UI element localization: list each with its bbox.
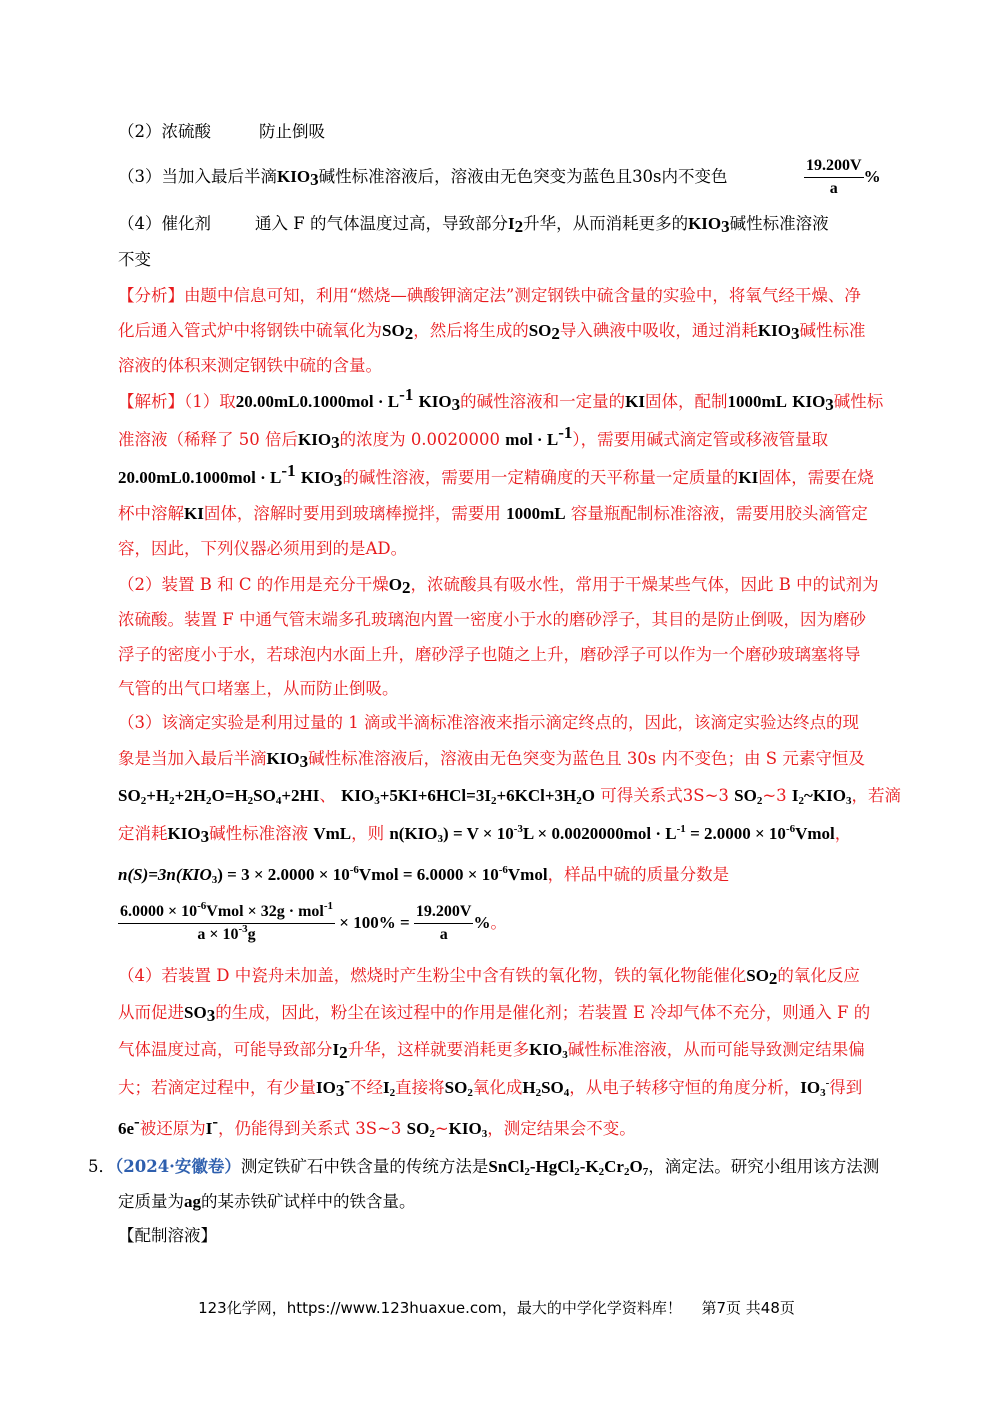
analysis-line-1: 【分析】由题中信息可知，利用“燃烧—碘酸钾滴定法”测定钢铁中硫含量的实验中，将氧气经干燥、净 — [118, 286, 861, 305]
solution-p4-line-2: 从而促进$SO_3$的生成，因此，粉尘在该过程中的作用是催化剂；若装置 E 冷却气体不充分，则通入 F 的 — [118, 1003, 871, 1025]
page-footer — [0, 1297, 993, 1318]
answer-4-cont: 不变 — [118, 250, 151, 269]
analysis-line-2: 化后通入管式炉中将钢铁中硫氧化为$SO_2$，然后将生成的$SO_2$导入碘液中吸收，通过消耗$KIO_3$碱性标准 — [118, 321, 866, 343]
analysis-line-3: 溶液的体积来测定钢铁中硫的含量。 — [118, 356, 382, 375]
answer-3: （3）当加入最后半滴$KIO_3$碱性标准溶液后，溶液由无色突变为蓝色且30s内不变色 — [118, 167, 728, 189]
answer-4: （4）催化剂 通入 F 的气体温度过高，导致部分$I_2$升华，从而消耗更多的$KIO_3$碱性标准溶液 — [118, 214, 829, 236]
solution-p4-line-3: 气体温度过高，可能导致部分$I_2$升华，这样就要消耗更多$KIO_3$碱性标准溶液，从而可能导致测定结果偏 — [118, 1040, 865, 1062]
solution-p1-line-5: 容，因此，下列仪器必须用到的是AD。 — [118, 539, 408, 558]
answer-2: （2）浓硫酸 防止倒吸 — [118, 122, 325, 141]
solution-p2-line-1: （2）装置 B 和 C 的作用是充分干燥$O_2$，浓硫酸具有吸水性，常用于干燥某些气体，因此 B 中的试剂为 — [118, 575, 879, 597]
solution-p4-line-4: 大；若滴定过程中，有少量$IO_3^-$不经$I_2$直接将$SO_2$氧化成$H_2SO_4$，从电子转移守恒的角度分析，$IO_3^-$得到 — [118, 1071, 863, 1100]
solution-p2-line-2: 浓硫酸。装置 F 中通气管末端多孔玻璃泡内置一密度小于水的磨砂浮子，其目的是防止倒吸，因为磨砂 — [118, 610, 866, 629]
solution-p1-line-3: $20.00mL0.1000mol \cdot L^{-1}$ $KIO_3$的碱性溶液，需要用一定精确度的天平称量一定质量的KI固体，需要在烧 — [118, 461, 874, 490]
solution-p1-line-2: 准溶液（稀释了 50 倍后$KIO_3$的浓度为 0.0020000 mol · $L^{-1}$），需要用碱式滴定管或移液管量取 — [118, 423, 829, 452]
footer-page-number: 第7页 共48页 — [701, 1299, 795, 1317]
solution-p1-line-4: 杯中溶解KI固体，溶解时要用到玻璃棒搅拌，需要用 1000mL 容量瓶配制标准溶液，需要用胶头滴管定 — [118, 504, 868, 523]
question-5-line-1: 5．（2024·安徽卷）测定铁矿石中铁含量的传统方法是$SnCl_2-HgCl_2-K_2Cr_2O_7$，滴定法。研究小组用该方法测 — [88, 1157, 880, 1178]
question-5-line-2: 定质量为ag的某赤铁矿试样中的铁含量。 — [118, 1192, 416, 1211]
solution-p3-line-1: （3）该滴定实验是利用过量的 1 滴或半滴标准溶液来指示滴定终点的，因此，该滴定实验达终点的现 — [118, 713, 859, 732]
solution-p2-line-3: 浮子的密度小于水，若球泡内水面上升，磨砂浮子也随之上升，磨砂浮子可以作为一个磨砂玻璃塞将导 — [118, 645, 861, 664]
solution-p3-line-3: $SO_2+H_2+2H_2O=H_2SO_4+2HI$、 $KIO_3+5KI+6HCl=3I_2+6KCl+3H_2O$ 可得关系式3S~3 $SO_2\sim 3$ $I_2\sim KIO_3$，若滴 — [118, 786, 901, 807]
solution-p3-line-4: 定消耗$KIO_3$碱性标准溶液 VmL，则 $n(KIO_3) = V \times 10^{-3}L \times 0.0020000mol \cdot L^{-1} = 2.0000$ × $10^{-6}Vmol$， — [118, 823, 852, 846]
footer-site-text: 123化学网，https://www.123huaxue.com，最大的中学化学资料库！ — [198, 1299, 682, 1317]
answer-3-fraction: $\frac{19.200V}{a}$ % — [806, 157, 881, 197]
solution-p1-line-1: 【解析】（1）取$20.00mL0.1000mol \cdot L^{-1}$ $KIO_3$的碱性溶液和一定量的KI固体，配制1000mL $KIO_3$碱性标 — [118, 385, 884, 414]
question-5-section: 【配制溶液】 — [118, 1226, 217, 1245]
solution-p4-line-5: 6e-被还原为I-，仍能得到关系式 3S~3 $SO_2\sim KIO_3$，测定结果会不变。 — [118, 1112, 636, 1140]
solution-p3-line-5: $n(S)=3n(KIO_3) = 3 \times 2.0000$ × $10^{-6}Vmol = 6.0000$ × $10^{-6}Vmol$，样品中硫的质量分数是 — [118, 864, 730, 886]
solution-p4-line-1: （4）若装置 D 中瓷舟未加盖，燃烧时产生粉尘中含有铁的氧化物，铁的氧化物能催化$SO_2$的氧化反应 — [118, 966, 860, 988]
solution-p3-fraction: $\frac{6.0000 \times 10^{-6}Vmol \times 32g \cdot mol^{-1}}{a \times 10^{-3}g}$ × 100% = $\frac{19.200V}{a}$ %。 — [120, 900, 507, 943]
solution-p3-line-2: 象是当加入最后半滴$KIO_3$碱性标准溶液后，溶液由无色突变为蓝色且 30s 内不变色；由 S 元素守恒及 — [118, 749, 865, 771]
solution-p2-line-4: 气管的出气口堵塞上，从而防止倒吸。 — [118, 679, 399, 698]
